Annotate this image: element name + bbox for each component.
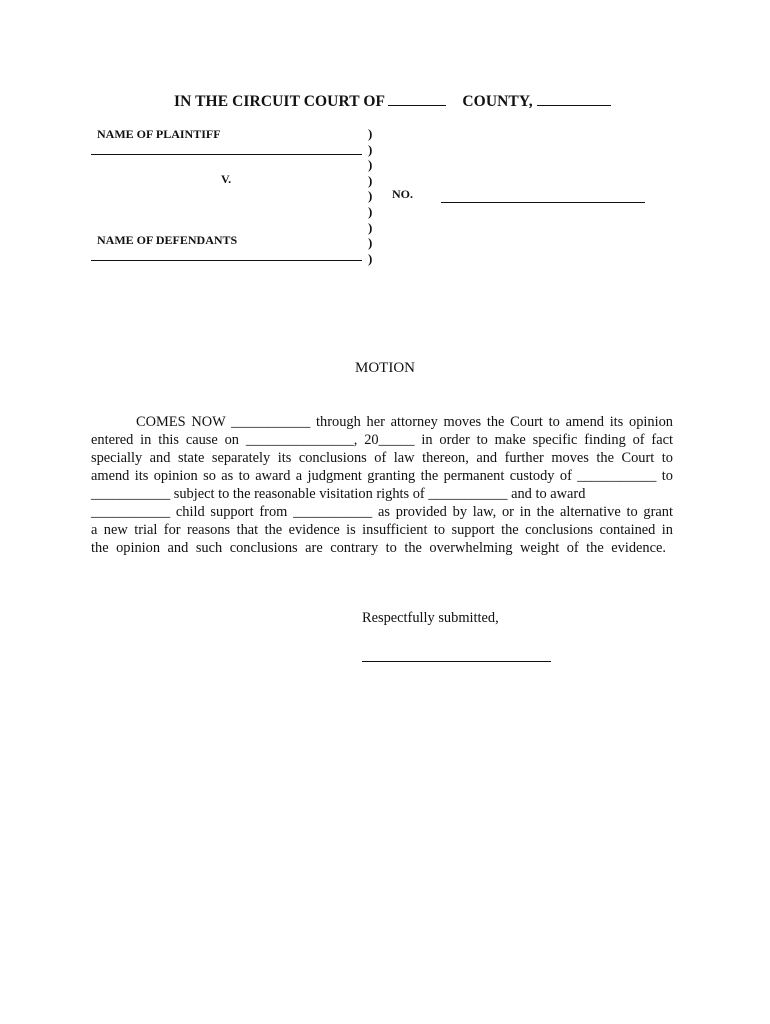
caption-paren: ) [368,235,373,251]
caption-paren: ) [368,126,373,141]
caption-paren: ) [368,250,373,266]
caption-paren: ) [368,188,373,204]
plaintiff-label: NAME OF PLAINTIFF [97,127,221,141]
motion-title: MOTION [355,360,415,376]
paragraph-line: COMES NOW ___________ through her attorney moves the Court to amend its opinion [136,414,673,430]
caption-paren: ) [368,203,373,219]
caption-bracket [368,126,372,266]
paragraph-line: entered in this cause on _______________, 20_____ in order to make specific finding of fact [91,432,673,448]
caption-paren: ) [368,172,373,188]
caption-paren: ) [368,157,373,173]
case-number-label: NO. [392,187,413,201]
county-blank[interactable] [388,93,446,106]
paragraph-line: specially and state separately its conclusions of law thereon, and further moves the Court to [91,450,673,466]
caption-paren: ) [368,141,373,157]
county-label: COUNTY, [462,93,533,110]
caption-paren: ) [368,219,373,235]
paragraph-line: amend its opinion so as to award a judgment granting the permanent custody of ___________ to [91,468,673,484]
paragraph-line: ___________ child support from ___________ as provided by law, or in the alternative to grant [91,504,673,520]
paragraph-line: a new trial for reasons that the evidence is insufficient to support the conclusions contained in [91,522,673,538]
closing-text: Respectfully submitted, [362,610,499,626]
court-heading-label: IN THE CIRCUIT COURT OF [174,93,385,110]
plaintiff-name-line[interactable] [91,154,362,155]
state-blank[interactable] [537,93,611,106]
court-heading [174,93,611,111]
defendants-name-line[interactable] [91,260,362,261]
signature-line[interactable] [362,661,551,662]
case-number-line[interactable] [441,202,645,203]
versus-label: V. [221,172,232,186]
paragraph-line: the opinion and such conclusions are contrary to the overwhelming weight of the evidence. [91,540,666,556]
paragraph-line: ___________ subject to the reasonable visitation rights of ___________ and to award [91,486,586,502]
defendants-label: NAME OF DEFENDANTS [97,233,238,247]
